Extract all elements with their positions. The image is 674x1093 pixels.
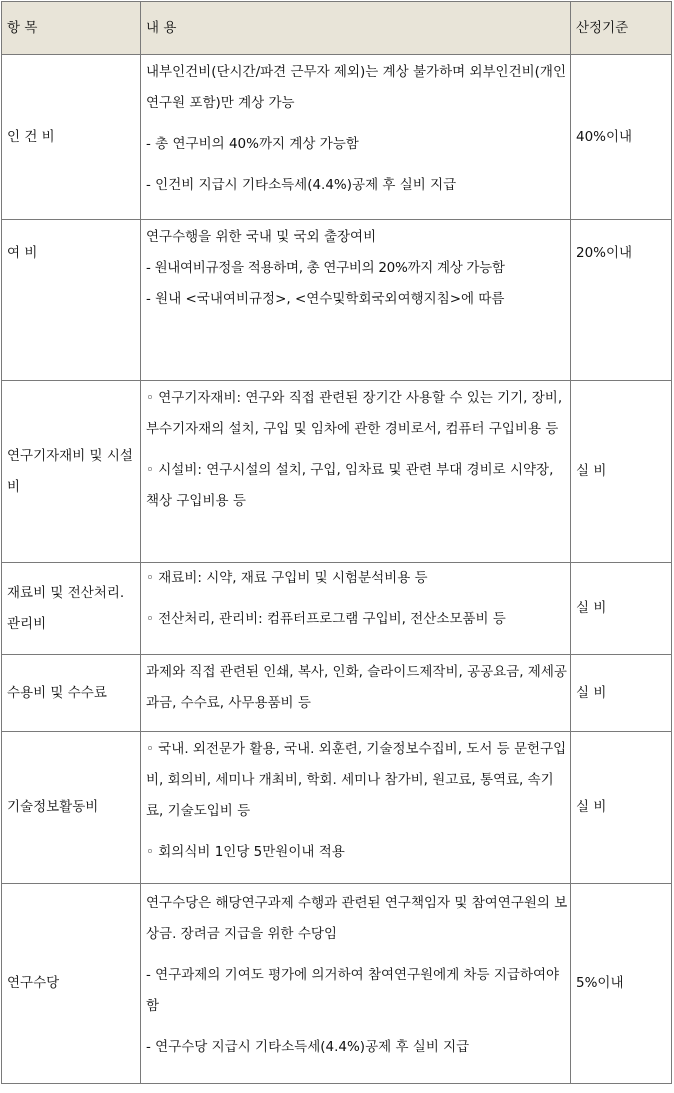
content-paragraph: - 원내여비규정을 적용하며, 총 연구비의 20%까지 계상 가능함 bbox=[146, 260, 505, 276]
row-item: 수용비 및 수수료 bbox=[2, 655, 141, 732]
row-standard: 실 비 bbox=[571, 655, 672, 732]
content-paragraph: - 연구수당 지급시 기타소득세(4.4%)공제 후 실비 지급 bbox=[146, 1039, 470, 1055]
row-item: 여 비 bbox=[2, 220, 141, 381]
row-standard: 40%이내 bbox=[571, 55, 672, 220]
row-standard: 5%이내 bbox=[571, 884, 672, 1084]
table-row bbox=[2, 55, 672, 220]
content-paragraph: ◦ 시설비: 연구시설의 설치, 구입, 임차료 및 관련 부대 경비로 시약장, 책상 구입비용 등 bbox=[146, 462, 554, 509]
content-paragraph: - 원내 <국내여비규정>, <연수및학회국외여행지침>에 따름 bbox=[146, 291, 505, 307]
row-content bbox=[141, 220, 571, 381]
content-paragraph: - 연구과제의 기여도 평가에 의거하여 참여연구원에게 차등 지급하여야 함 bbox=[146, 967, 560, 1014]
row-standard: 20%이내 bbox=[571, 220, 672, 381]
row-content bbox=[141, 884, 571, 1084]
content-paragraph: - 인건비 지급시 기타소득세(4.4%)공제 후 실비 지급 bbox=[146, 177, 457, 193]
row-content bbox=[141, 732, 571, 884]
header-content: 내 용 bbox=[141, 2, 571, 55]
row-standard: 실 비 bbox=[571, 381, 672, 563]
row-content bbox=[141, 381, 571, 563]
content-paragraph: ◦ 국내. 외전문가 활용, 국내. 외훈련, 기술정보수집비, 도서 등 문헌구입비, 회의비, 세미나 개최비, 학회. 세미나 참가비, 원고료, 통역료, 속기료, 기술도입비 등 bbox=[146, 741, 567, 819]
row-content bbox=[141, 655, 571, 732]
table-row bbox=[2, 732, 672, 884]
row-standard: 실 비 bbox=[571, 732, 672, 884]
row-item: 기술정보활동비 bbox=[2, 732, 141, 884]
budget-criteria-table bbox=[1, 1, 672, 1084]
table-header-row bbox=[2, 2, 672, 55]
header-standard: 산정기준 bbox=[571, 2, 672, 55]
table-row bbox=[2, 884, 672, 1084]
row-item: 재료비 및 전산처리. 관리비 bbox=[2, 563, 141, 655]
row-item: 연구수당 bbox=[2, 884, 141, 1084]
row-item: 연구기자재비 및 시설비 bbox=[2, 381, 141, 563]
row-content bbox=[141, 55, 571, 220]
content-paragraph: 연구수행을 위한 국내 및 국외 출장여비 bbox=[146, 229, 377, 245]
table-row bbox=[2, 655, 672, 732]
content-paragraph: 내부인건비(단시간/파견 근무자 제외)는 계상 불가하며 외부인건비(개인연구원 포함)만 계상 가능 bbox=[146, 64, 566, 111]
content-paragraph: - 총 연구비의 40%까지 계상 가능함 bbox=[146, 136, 359, 152]
content-paragraph: ◦ 연구기자재비: 연구와 직접 관련된 장기간 사용할 수 있는 기기, 장비, 부수기자재의 설치, 구입 및 임차에 관한 경비로서, 컴퓨터 구입비용 등 bbox=[146, 390, 563, 437]
content-paragraph: 과제와 직접 관련된 인쇄, 복사, 인화, 슬라이드제작비, 공공요금, 제세공과금, 수수료, 사무용품비 등 bbox=[146, 664, 567, 711]
content-paragraph: ◦ 회의식비 1인당 5만원이내 적용 bbox=[146, 844, 345, 860]
table-row bbox=[2, 220, 672, 381]
content-paragraph: ◦ 재료비: 시약, 재료 구입비 및 시험분석비용 등 bbox=[146, 570, 428, 586]
table-row bbox=[2, 381, 672, 563]
row-item: 인 건 비 bbox=[2, 55, 141, 220]
content-paragraph: ◦ 전산처리, 관리비: 컴퓨터프로그램 구입비, 전산소모품비 등 bbox=[146, 611, 506, 627]
row-content bbox=[141, 563, 571, 655]
table-row bbox=[2, 563, 672, 655]
header-item: 항 목 bbox=[2, 2, 141, 55]
row-standard: 실 비 bbox=[571, 563, 672, 655]
content-paragraph: 연구수당은 해당연구과제 수행과 관련된 연구책임자 및 참여연구원의 보상금. 장려금 지급을 위한 수당임 bbox=[146, 895, 568, 942]
